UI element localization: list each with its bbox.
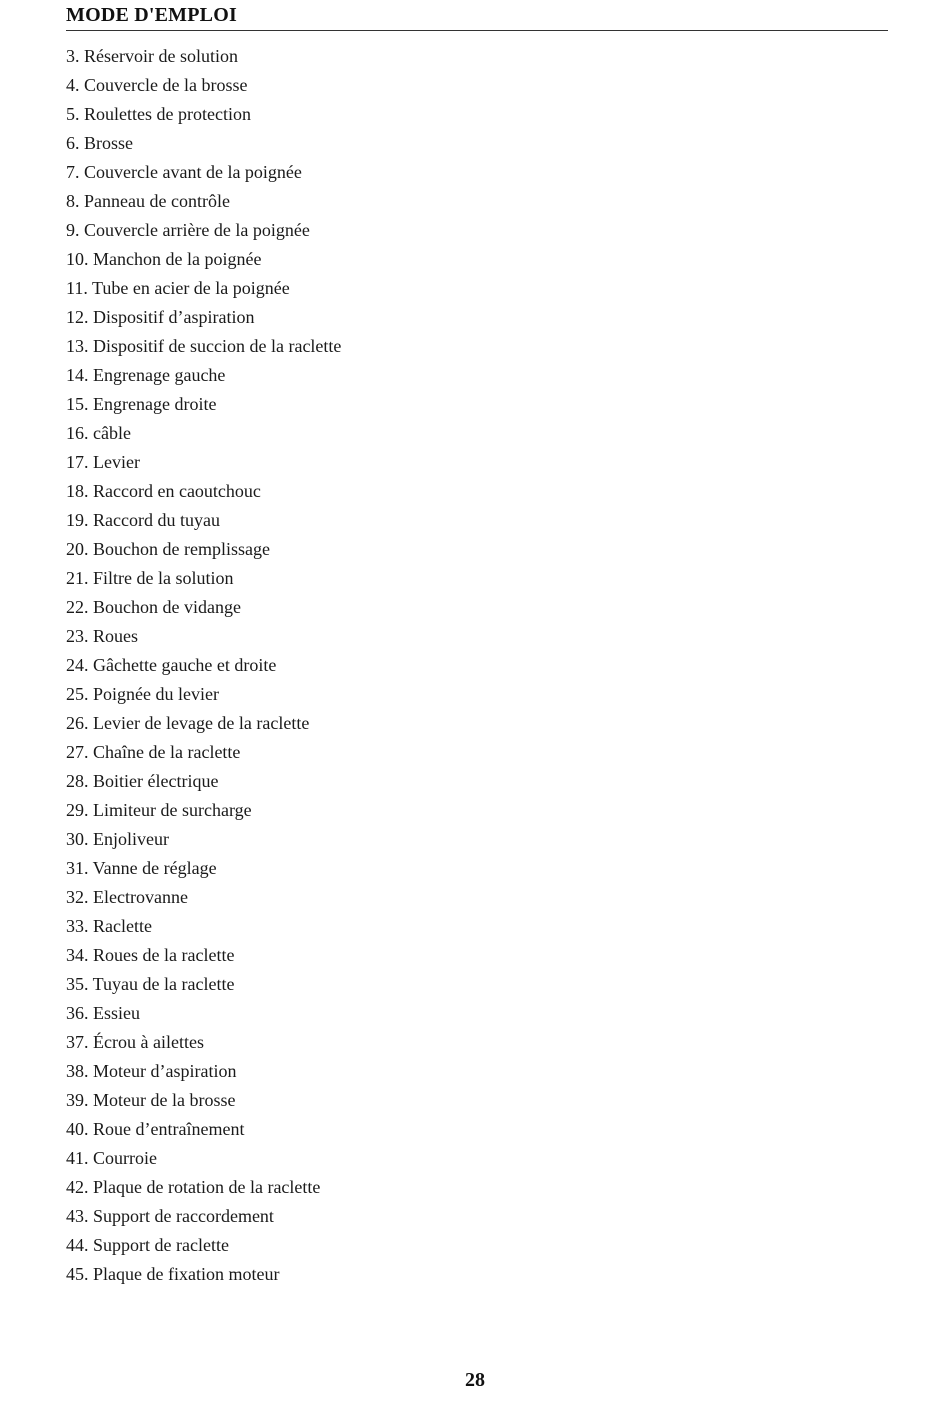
list-item: 8. Panneau de contrôle (66, 191, 230, 211)
list-item: 33. Raclette (66, 916, 152, 936)
page-number: 28 (465, 1369, 485, 1391)
list-item: 24. Gâchette gauche et droite (66, 655, 277, 675)
list-item: 5. Roulettes de protection (66, 104, 251, 124)
list-item: 18. Raccord en caoutchouc (66, 481, 261, 501)
list-item: 32. Electrovanne (66, 887, 188, 907)
list-item: 28. Boitier électrique (66, 771, 219, 791)
list-item: 22. Bouchon de vidange (66, 597, 241, 617)
list-item: 35. Tuyau de la raclette (66, 974, 235, 994)
list-item: 15. Engrenage droite (66, 394, 217, 414)
list-item: 36. Essieu (66, 1003, 140, 1023)
list-item: 6. Brosse (66, 133, 133, 153)
list-item: 41. Courroie (66, 1148, 157, 1168)
page-header (66, 2, 888, 31)
list-item: 39. Moteur de la brosse (66, 1090, 236, 1110)
list-item: 45. Plaque de fixation moteur (66, 1264, 280, 1284)
list-item: 34. Roues de la raclette (66, 945, 235, 965)
list-item: 31. Vanne de réglage (66, 858, 217, 878)
list-item: 20. Bouchon de remplissage (66, 539, 270, 559)
list-item: 40. Roue d’entraînement (66, 1119, 245, 1139)
list-item: 37. Écrou à ailettes (66, 1032, 204, 1052)
page-title: MODE D'EMPLOI (66, 4, 237, 26)
list-item: 21. Filtre de la solution (66, 568, 234, 588)
list-item: 3. Réservoir de solution (66, 46, 238, 66)
list-item: 23. Roues (66, 626, 138, 646)
list-item: 13. Dispositif de succion de la raclette (66, 336, 342, 356)
list-item: 17. Levier (66, 452, 140, 472)
list-item: 38. Moteur d’aspiration (66, 1061, 237, 1081)
list-item: 27. Chaîne de la raclette (66, 742, 241, 762)
list-item: 25. Poignée du levier (66, 684, 219, 704)
list-item: 11. Tube en acier de la poignée (66, 278, 290, 298)
list-item: 7. Couvercle avant de la poignée (66, 162, 302, 182)
list-item: 30. Enjoliveur (66, 829, 169, 849)
list-item: 16. câble (66, 423, 131, 443)
list-item: 12. Dispositif d’aspiration (66, 307, 255, 327)
list-item: 43. Support de raccordement (66, 1206, 274, 1226)
list-item: 9. Couvercle arrière de la poignée (66, 220, 310, 240)
list-item: 26. Levier de levage de la raclette (66, 713, 310, 733)
list-item: 42. Plaque de rotation de la raclette (66, 1177, 321, 1197)
list-item: 14. Engrenage gauche (66, 365, 226, 385)
list-item: 19. Raccord du tuyau (66, 510, 220, 530)
list-item: 29. Limiteur de surcharge (66, 800, 252, 820)
list-item: 10. Manchon de la poignée (66, 249, 262, 269)
parts-list (66, 42, 341, 1289)
list-item: 4. Couvercle de la brosse (66, 75, 248, 95)
list-item: 44. Support de raclette (66, 1235, 229, 1255)
